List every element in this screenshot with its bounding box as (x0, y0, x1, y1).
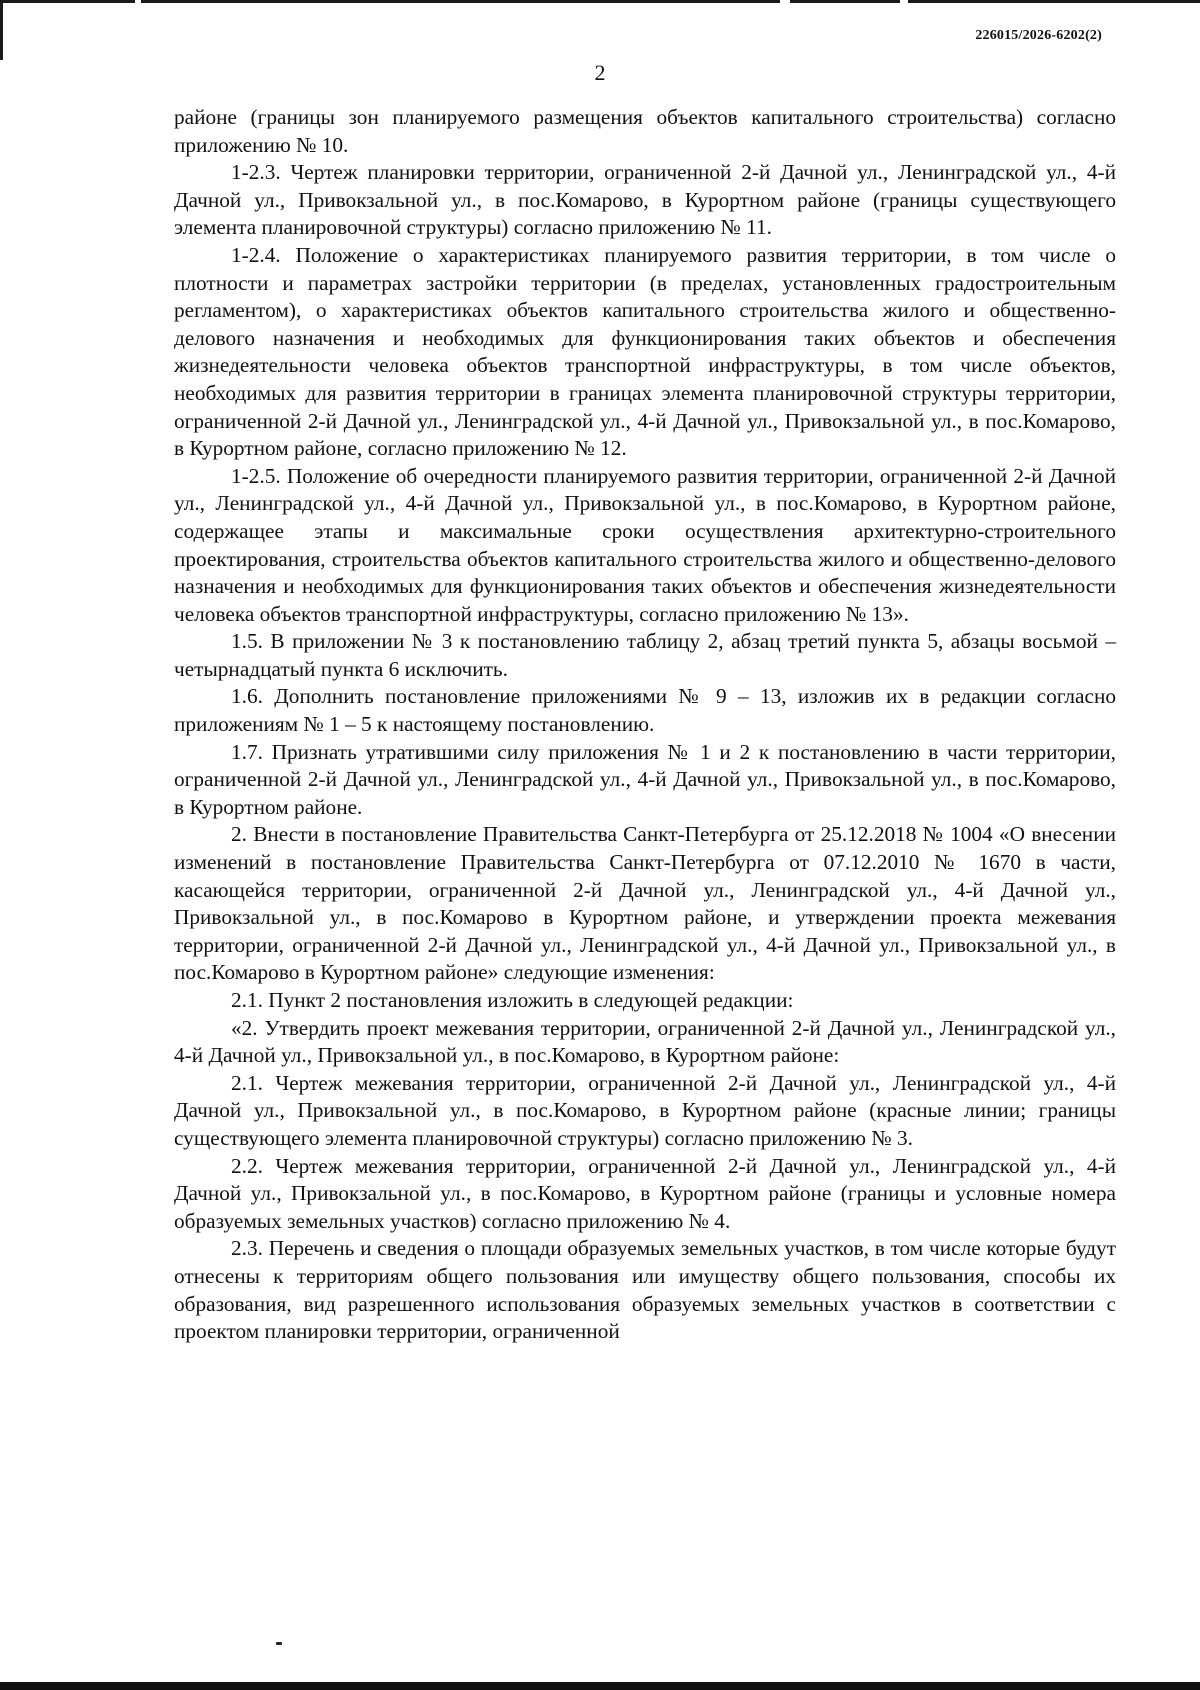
paragraph: 2.3. Перечень и сведения о площади образуемых земельных участков, в том числе которые будут отнесены к территориям общего пользования или имуществу общего пользования, способы их образования, вид разрешенного использования образуемых земельных участков в соответствии с проектом планировки территории, ограниченной (174, 1236, 1116, 1344)
scan-edge-top (0, 0, 1200, 3)
paragraph: районе (границы зон планируемого размещения объектов капитального строительства) согласно приложению № 10. (174, 105, 1116, 157)
document-body (174, 104, 1116, 1346)
paragraph: 2.1. Чертеж межевания территории, ограниченной 2-й Дачной ул., Ленинградской ул., 4-й Дачной ул., Привокзальной ул., в пос.Комарово, в Курортном районе (красные линии; границы существующего элемента планировочной структуры) согласно приложению № 3. (174, 1070, 1116, 1150)
paragraph: 2.1. Пункт 2 постановления изложить в следующей редакции: (231, 988, 794, 1012)
paragraph: 1.5. В приложении № 3 к постановлению таблицу 2, абзац третий пункта 5, абзацы восьмой – четырнадцатый пункта 6 исключить. (174, 629, 1116, 681)
scan-edge-gap (900, 0, 908, 3)
paragraph: 2. Внести в постановление Правительства Санкт-Петербурга от 25.12.2018 № 1004 «О внесении изменений в постановление Правительства Санкт-Петербурга от 07.12.2010 № 1670 в части, касающейся территории, ограниченной 2-й Дачной ул., Ленинградской ул., 4-й Дачной ул., Привокзальной ул., в пос.Комарово в Курортном районе, и утверждении проекта межевания территории, ограниченной 2-й Дачной ул., Ленинградской ул., 4-й Дачной ул., Привокзальной ул., в пос.Комарово в Курортном районе» следующие изменения: (174, 822, 1116, 985)
scan-speck (276, 1642, 282, 1645)
paragraph: 1.6. Дополнить постановление приложениями № 9 – 13, изложив их в редакции согласно приложениям № 1 – 5 к настоящему постановлению. (174, 684, 1116, 737)
paragraph: 1-2.4. Положение о характеристиках планируемого развития территории, в том числе о плотности и параметрах застройки территории (в пределах, установленных градостроительным регламентом), о характеристиках объектов капитального строительства жилого и общественно-делового назначения и необходимых для функционирования таких объектов и обеспечения жизнедеятельности человека объектов транспортной инфраструктуры, в том числе объектов, необходимых для развития территории в границах элемента планировочной структуры территории, ограниченной 2-й Дачной ул., Ленинградской ул., 4-й Дачной ул., Привокзальной ул., в пос.Комарово, в Курортном районе, согласно приложению № 12. (174, 242, 1116, 461)
paragraph: 2.2. Чертеж межевания территории, ограниченной 2-й Дачной ул., Ленинградской ул., 4-й Дачной ул., Привокзальной ул., в пос.Комарово, в Курортном районе (границы и условные номера образуемых земельных участков) согласно приложению № 4. (174, 1153, 1116, 1233)
scan-edge-left (0, 0, 3, 60)
paragraph: 1-2.5. Положение об очередности планируемого развития территории, ограниченной 2-й Дачной ул., Ленинградской ул., 4-й Дачной ул., Привокзальной ул., в пос.Комарово, в Курортном районе, содержащее этапы и максимальные сроки осуществления архитектурно-строительного проектирования, строительства объектов капитального строительства жилого и общественно-делового назначения и необходимых для функционирования таких объектов и обеспечения жизнедеятельности человека объектов транспортной инфраструктуры, согласно приложению № 13». (174, 463, 1116, 626)
paragraph: «2. Утвердить проект межевания территории, ограниченной 2-й Дачной ул., Ленинградской ул., 4-й Дачной ул., Привокзальной ул., в пос.Комарово, в Курортном районе: (174, 1015, 1116, 1068)
document-id: 226015/2026-6202(2) (975, 28, 1102, 43)
paragraph: 1.7. Признать утратившими силу приложения № 1 и 2 к постановлению в части территории, ограниченной 2-й Дачной ул., Ленинградской ул., 4-й Дачной ул., Привокзальной ул., в пос.Комарово, в Курортном районе. (174, 739, 1116, 819)
scan-edge-gap (135, 0, 141, 3)
page-number: 2 (594, 60, 606, 85)
scan-edge-gap (780, 0, 790, 3)
scan-edge-bottom (0, 1682, 1200, 1690)
paragraph: 1-2.3. Чертеж планировки территории, ограниченной 2-й Дачной ул., Ленинградской ул., 4-й Дачной ул., Привокзальной ул., в пос.Комарово, в Курортном районе (границы существующего элемента планировочной структуры) согласно приложению № 11. (174, 160, 1116, 240)
